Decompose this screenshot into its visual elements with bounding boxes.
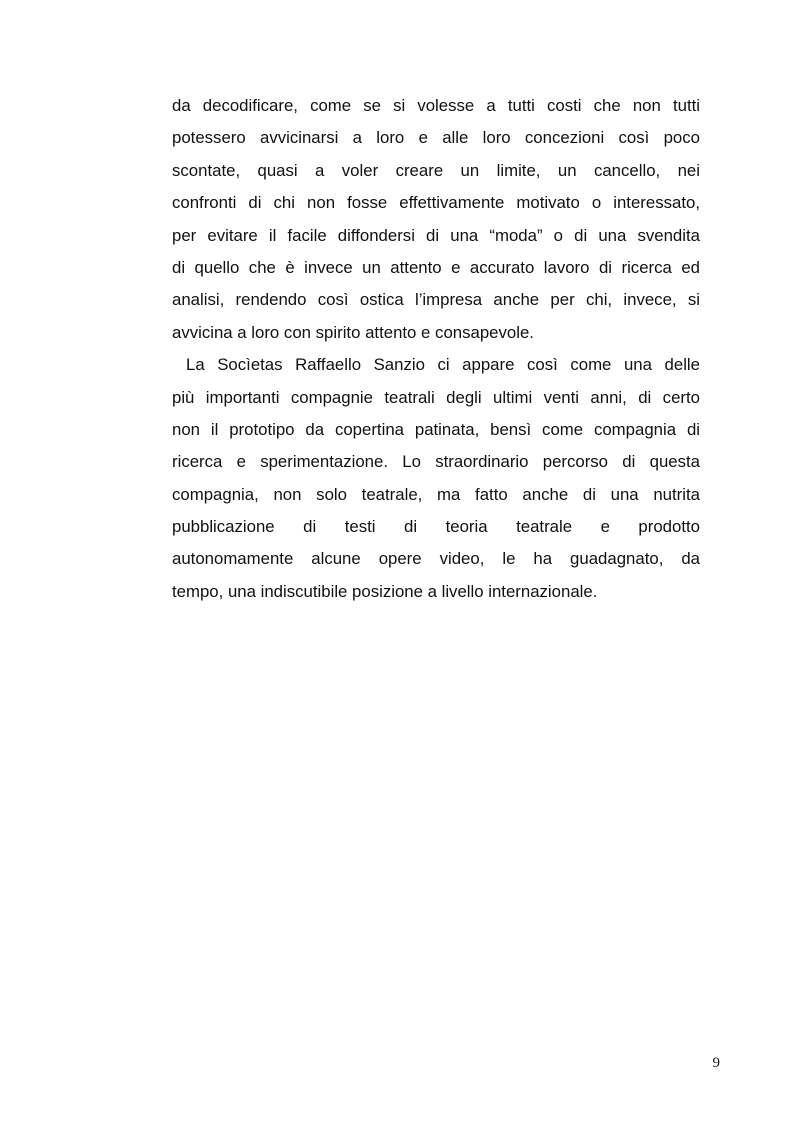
text-line: analisi, rendendo così ostica l’impresa anche per chi, invece, si: [172, 290, 700, 310]
body-text: [172, 90, 700, 608]
text-line: potessero avvicinarsi a loro e alle loro concezioni così poco: [172, 128, 700, 148]
text-line: più importanti compagnie teatrali degli ultimi venti anni, di certo: [172, 387, 700, 407]
text-line: avvicina a loro con spirito attento e consapevole.: [172, 322, 534, 342]
paragraph-1: [172, 90, 700, 349]
text-line: autonomamente alcune opere video, le ha guadagnato, da: [172, 549, 700, 569]
text-line: non il prototipo da copertina patinata, bensì come compagnia di: [172, 419, 700, 439]
text-line: ricerca e sperimentazione. Lo straordinario percorso di questa: [172, 452, 700, 472]
text-line: compagnia, non solo teatrale, ma fatto anche di una nutrita: [172, 484, 700, 504]
text-line: pubblicazione di testi di teoria teatrale e prodotto: [172, 517, 700, 537]
paragraph-2: [172, 349, 700, 608]
text-line: tempo, una indiscutibile posizione a livello internazionale.: [172, 581, 598, 601]
page-number: 9: [712, 1055, 720, 1071]
text-line: da decodificare, come se si volesse a tutti costi che non tutti: [172, 96, 700, 115]
text-line: scontate, quasi a voler creare un limite, un cancello, nei: [172, 160, 700, 180]
text-line: confronti di chi non fosse effettivamente motivato o interessato,: [172, 193, 700, 213]
text-line: di quello che è invece un attento e accurato lavoro di ricerca ed: [172, 257, 700, 277]
text-line: La Socìetas Raffaello Sanzio ci appare così come una delle: [186, 355, 700, 375]
text-line: per evitare il facile diffondersi di una “moda” o di una svendita: [172, 225, 700, 245]
